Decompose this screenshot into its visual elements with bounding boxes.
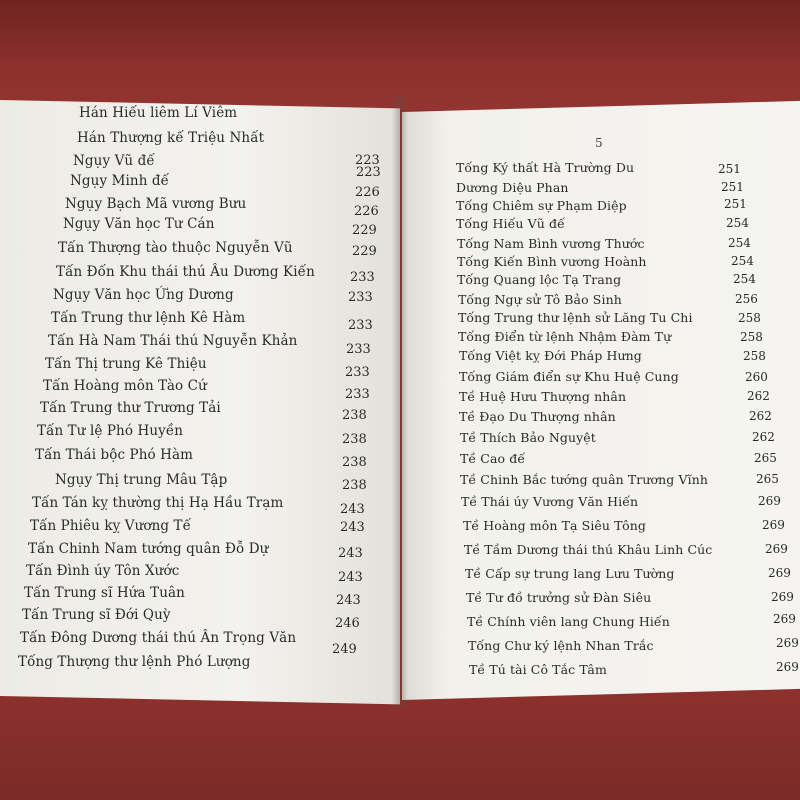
left-entry-4-name: Ngụy Minh đế	[70, 173, 170, 189]
right-entry-1-page: 251	[718, 162, 741, 176]
left-entry-14-name: Tấn Trung thư Trương Tải	[40, 400, 221, 416]
right-entry-13-page: 262	[747, 389, 770, 403]
right-entry-18-page: 269	[758, 494, 781, 508]
right-entry-23-name: Tề Chính viên lang Chung Hiến	[467, 614, 670, 629]
right-entry-17-name: Tề Chinh Bắc tướng quân Trương Vĩnh	[460, 472, 708, 487]
left-entry-3-name: Ngụy Vũ đế	[73, 153, 155, 169]
left-entry-14-page: 233	[345, 387, 370, 402]
left-entry-3-page: 223	[355, 153, 380, 168]
right-entry-10-name: Tống Điển từ lệnh Nhậm Đàm Tự	[458, 329, 672, 344]
right-entry-9-page: 258	[738, 311, 761, 325]
right-entry-3-page: 251	[724, 197, 747, 211]
left-entry-11-name: Tấn Hà Nam Thái thú Nguyễn Khản	[48, 333, 298, 349]
left-entry-13-page: 233	[345, 365, 370, 380]
right-entry-25-name: Tề Tú tài Cô Tắc Tâm	[469, 662, 607, 677]
right-entry-19-page: 269	[762, 518, 785, 532]
right-entry-3-name: Tống Chiêm sự Phạm Diệp	[456, 198, 627, 213]
left-entry-20-name: Tấn Chinh Nam tướng quân Đỗ Dự	[28, 541, 269, 557]
right-entry-14-page: 262	[749, 409, 772, 423]
left-entry-18-name: Tấn Tán kỵ thường thị Hạ Hầu Trạm	[32, 495, 284, 511]
left-entry-19-page: 243	[340, 502, 365, 517]
left-entry-10-name: Tấn Trung thư lệnh Kê Hàm	[51, 310, 246, 326]
left-entry-21-page: 243	[338, 546, 363, 561]
right-entry-24-name: Tống Chư ký lệnh Nhan Trắc	[468, 638, 654, 653]
right-entry-16-name: Tề Cao đế	[460, 451, 526, 466]
left-entry-25-page: 249	[332, 642, 357, 657]
book-gutter	[392, 96, 408, 708]
right-entry-7-name: Tống Quang lộc Tạ Trang	[457, 272, 622, 287]
left-entry-25-name: Tống Thượng thư lệnh Phó Lượng	[18, 654, 251, 670]
left-entry-2-name: Hán Thượng kế Triệu Nhất	[77, 130, 265, 146]
left-entry-4-page: 223	[356, 165, 381, 180]
right-entry-21-page: 269	[768, 566, 791, 580]
right-entry-25-page: 269	[776, 660, 799, 674]
right-entry-23-page: 269	[773, 612, 796, 626]
left-entry-24-page: 246	[335, 616, 360, 631]
right-entry-4-name: Tống Hiếu Vũ đế	[456, 216, 565, 231]
right-entry-16-page: 265	[754, 451, 777, 465]
left-entry-7-name: Tấn Thượng tào thuộc Nguyễn Vũ	[58, 240, 293, 256]
right-entry-6-page: 254	[731, 254, 754, 268]
left-entry-23-page: 243	[336, 593, 361, 608]
right-entry-22-page: 269	[771, 590, 794, 604]
left-entry-21-name: Tấn Đình úy Tôn Xước	[26, 563, 180, 579]
left-entry-6-name: Ngụy Văn học Tư Cán	[63, 216, 215, 232]
left-entry-17-name: Ngụy Thị trung Mâu Tập	[55, 472, 228, 488]
right-entry-10-page: 258	[740, 330, 763, 344]
right-entry-20-page: 269	[765, 542, 788, 556]
left-entry-9-page: 233	[350, 270, 375, 285]
left-entry-16-name: Tấn Thái bộc Phó Hàm	[35, 447, 194, 463]
right-entry-13-name: Tề Huệ Hưu Thượng nhân	[459, 389, 627, 404]
left-entry-15-page: 238	[342, 408, 367, 423]
left-entry-22-name: Tấn Trung sĩ Hứa Tuân	[24, 585, 185, 601]
left-entry-8-name: Tấn Đốn Khu thái thú Âu Dương Kiến	[56, 264, 315, 280]
right-entry-9-name: Tống Trung thư lệnh sử Lăng Tu Chi	[458, 310, 693, 325]
left-entry-7-page: 229	[352, 223, 377, 238]
left-entry-22-page: 243	[338, 570, 363, 585]
left-entry-23-name: Tấn Trung sĩ Đới Quỳ	[22, 607, 171, 623]
right-entry-21-name: Tề Cấp sự trung lang Lưu Tường	[465, 566, 675, 581]
left-entry-20-page: 243	[340, 520, 365, 535]
left-entry-5-name: Ngụy Bạch Mã vương Bưu	[65, 196, 247, 212]
right-entry-4-page: 254	[726, 216, 749, 230]
right-entry-22-name: Tề Tư đồ trưởng sử Đàn Siêu	[466, 590, 652, 605]
right-entry-5-name: Tống Nam Bình vương Thước	[457, 236, 645, 251]
left-entry-1-name: Hán Hiếu liêm Lí Viêm	[79, 105, 238, 121]
right-entry-18-name: Tề Thái úy Vương Văn Hiến	[461, 494, 639, 509]
left-entry-9-name: Ngụy Văn học Ứng Dương	[53, 287, 234, 303]
right-entry-2-page: 251	[721, 180, 744, 194]
right-entry-6-name: Tống Kiến Bình vương Hoành	[457, 254, 647, 269]
left-entry-5-page: 226	[355, 185, 380, 200]
right-entry-12-name: Tống Giám điển sự Khu Huệ Cung	[459, 369, 679, 384]
right-entry-2-name: Dương Diệu Phan	[456, 180, 569, 195]
right-entry-17-page: 265	[756, 472, 779, 486]
right-entry-8-name: Tống Ngự sử Tô Bảo Sinh	[458, 292, 622, 307]
right-entry-15-name: Tề Thích Bảo Nguyệt	[460, 430, 596, 445]
right-entry-5-page: 254	[728, 236, 751, 250]
right-entry-24-page: 269	[776, 636, 799, 650]
right-page-number: 5	[595, 136, 603, 150]
right-entry-11-name: Tống Việt kỵ Đới Pháp Hưng	[459, 348, 642, 363]
left-entry-19-name: Tấn Phiêu kỵ Vương Tế	[30, 518, 192, 534]
left-entry-8-page: 229	[352, 244, 377, 259]
left-entry-16-page: 238	[342, 432, 367, 447]
left-entry-15-name: Tấn Tư lệ Phó Huyền	[37, 423, 184, 439]
left-entry-24-name: Tấn Đông Dương thái thú Ân Trọng Văn	[20, 630, 297, 646]
right-entry-19-name: Tề Hoàng môn Tạ Siêu Tông	[463, 518, 646, 533]
left-entry-17-page: 238	[342, 455, 367, 470]
left-entry-18-page: 238	[342, 478, 367, 493]
left-entry-13-name: Tấn Hoàng môn Tào Cứ	[43, 378, 207, 394]
right-entry-15-page: 262	[752, 430, 775, 444]
right-entry-14-name: Tề Đạo Du Thượng nhân	[459, 409, 616, 424]
right-entry-1-name: Tống Ký thất Hà Trường Du	[456, 160, 635, 175]
right-entry-11-page: 258	[743, 349, 766, 363]
left-entry-6-page: 226	[354, 204, 379, 219]
left-entry-11-page: 233	[348, 318, 373, 333]
left-entry-12-name: Tấn Thị trung Kê Thiệu	[45, 356, 207, 372]
right-entry-20-name: Tề Tầm Dương thái thú Khâu Linh Cúc	[464, 542, 713, 557]
right-entry-12-page: 260	[745, 370, 768, 384]
left-entry-10-page: 233	[348, 290, 373, 305]
tablecloth-top	[0, 0, 800, 110]
left-entry-12-page: 233	[346, 342, 371, 357]
right-entry-8-page: 256	[735, 292, 758, 306]
right-entry-7-page: 254	[733, 272, 756, 286]
